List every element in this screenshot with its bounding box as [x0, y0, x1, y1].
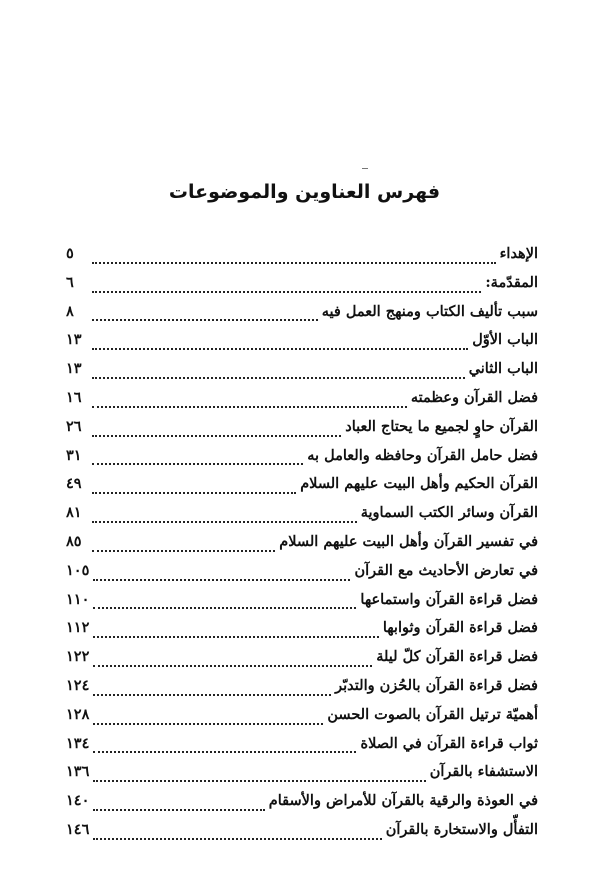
page-mark — [362, 168, 368, 169]
dot-leader — [92, 347, 468, 350]
toc-entry-page-number: ١٤٦ — [66, 820, 90, 838]
toc-entry-title: القرآن وسائر الكتب السماوية — [360, 504, 538, 522]
toc-entry — [66, 243, 538, 272]
toc-entry-page-number: ٨٥ — [66, 532, 82, 550]
toc-entry — [66, 387, 538, 416]
dot-leader — [93, 750, 356, 753]
dot-leader — [93, 606, 356, 609]
table-of-contents — [66, 243, 538, 848]
dot-leader — [93, 635, 378, 638]
toc-entry-page-number: ١٢٤ — [66, 676, 90, 694]
toc-entry-title: فضل قراءة القرآن بالحُزن والتدبّر — [335, 676, 538, 694]
toc-entry-page-number: ١٠٥ — [66, 561, 90, 579]
toc-entry — [66, 531, 538, 560]
dot-leader — [92, 261, 496, 264]
toc-entry-page-number: ٣١ — [66, 446, 82, 464]
dot-leader — [92, 405, 407, 408]
toc-entry — [66, 416, 538, 445]
toc-entry — [66, 329, 538, 358]
toc-entry-title: في العوذة والرقية بالقرآن للأمراض والأسقام — [268, 792, 538, 810]
dot-leader — [92, 462, 303, 465]
dot-leader — [92, 376, 465, 379]
toc-entry — [66, 704, 538, 733]
toc-entry — [66, 617, 538, 646]
toc-entry-page-number: ١٣٦ — [66, 763, 90, 781]
dot-leader — [93, 722, 323, 725]
toc-entry-title: المقدّمة: — [485, 273, 538, 291]
toc-entry — [66, 761, 538, 790]
toc-entry-page-number: ١١٢ — [66, 619, 90, 637]
dot-leader — [93, 693, 331, 696]
dot-leader — [93, 837, 381, 840]
toc-entry-page-number: ١٣ — [66, 360, 82, 378]
toc-entry-title: فضل قراءة القرآن واستماعها — [360, 590, 538, 608]
toc-entry-title: الاستشفاء بالقرآن — [429, 763, 538, 781]
toc-entry-page-number: ١٢٨ — [66, 705, 90, 723]
dot-leader — [93, 578, 350, 581]
toc-entry-title: في تعارض الأحاديث مع القرآن — [354, 561, 538, 579]
toc-entry-page-number: ١٣ — [66, 331, 82, 349]
toc-entry — [66, 819, 538, 848]
toc-entry-title: التفأّل والاستخارة بالقرآن — [385, 820, 538, 838]
toc-entry-title: الباب الأوّل — [472, 331, 538, 349]
toc-entry — [66, 733, 538, 762]
toc-entry — [66, 272, 538, 301]
toc-entry — [66, 560, 538, 589]
toc-entry-title: ثواب قراءة القرآن في الصلاة — [360, 734, 538, 752]
toc-entry-page-number: ١٦ — [66, 388, 82, 406]
toc-entry — [66, 646, 538, 675]
toc-entry — [66, 445, 538, 474]
toc-entry-title: القرآن حاوٍ لجميع ما يحتاج العباد — [345, 417, 538, 435]
page-title: فهرس العناوين والموضوعات — [168, 181, 441, 203]
toc-entry — [66, 358, 538, 387]
toc-entry-title: أهميّة ترتيل القرآن بالصوت الحسن — [327, 705, 538, 723]
toc-entry-title: الباب الثاني — [468, 360, 538, 378]
toc-entry-title: في تفسير القرآن وأهل البيت عليهم السلام — [279, 532, 538, 550]
toc-entry-title: الإهداء — [499, 245, 538, 262]
toc-entry-title: فضل قراءة القرآن كلّ ليلة — [376, 648, 538, 666]
toc-entry — [66, 473, 538, 502]
dot-leader — [92, 290, 481, 293]
dot-leader — [93, 779, 425, 782]
toc-entry-page-number: ٥ — [66, 245, 74, 262]
toc-entry-title: فضل حامل القرآن وحافظه والعامل به — [307, 446, 538, 464]
toc-entry-page-number: ٦ — [66, 273, 74, 291]
toc-entry-page-number: ٤٩ — [66, 475, 82, 493]
dot-leader — [92, 549, 275, 552]
toc-entry — [66, 675, 538, 704]
toc-entry-page-number: ٢٦ — [66, 417, 82, 435]
toc-entry — [66, 790, 538, 819]
toc-entry-page-number: ١٣٤ — [66, 734, 90, 752]
toc-entry — [66, 301, 538, 330]
toc-entry-title: فضل قراءة القرآن وثوابها — [382, 619, 538, 637]
toc-entry-title: القرآن الحكيم وأهل البيت عليهم السلام — [300, 475, 538, 493]
toc-entry-page-number: ١١٠ — [66, 590, 90, 608]
toc-entry-page-number: ١٤٠ — [66, 792, 90, 810]
dot-leader — [92, 434, 341, 437]
dot-leader — [92, 318, 318, 321]
toc-entry-title: سبب تأليف الكتاب ومنهج العمل فيه — [321, 302, 538, 320]
toc-entry — [66, 502, 538, 531]
toc-entry-page-number: ١٢٢ — [66, 648, 90, 666]
dot-leader — [93, 664, 372, 667]
toc-entry-title: فضل القرآن وعظمته — [410, 388, 538, 406]
toc-entry — [66, 589, 538, 618]
dot-leader — [92, 520, 357, 523]
dot-leader — [92, 491, 296, 494]
toc-entry-page-number: ٨ — [66, 302, 74, 320]
dot-leader — [93, 808, 264, 811]
toc-entry-page-number: ٨١ — [66, 504, 82, 522]
